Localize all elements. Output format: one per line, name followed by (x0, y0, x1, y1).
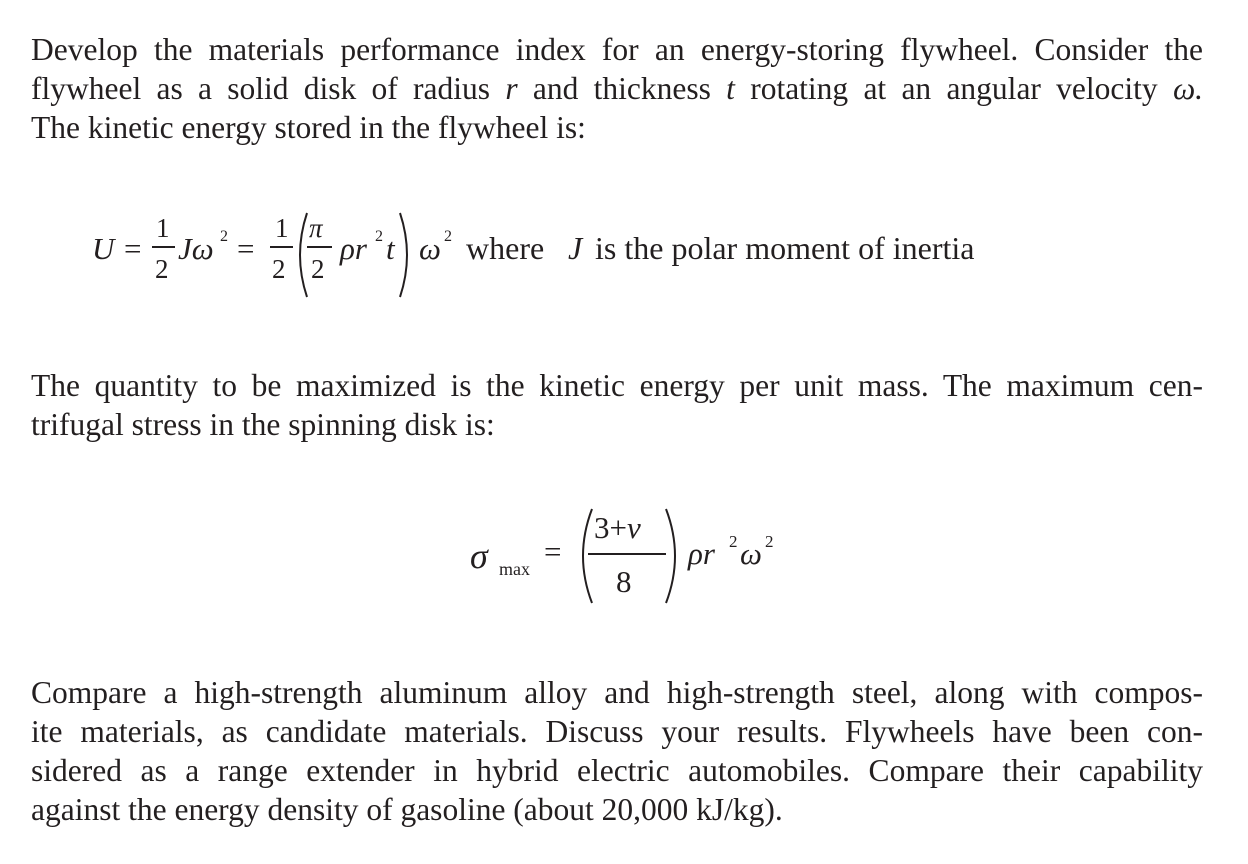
eq1-exponent-b: 2 (375, 228, 383, 245)
eq1-frac-a-bar (152, 246, 175, 248)
eq1-exponent-c: 2 (444, 228, 452, 245)
compare-line-2: ite materials, as candidate materials. Discuss your results. Flywheels have been con- (31, 714, 1203, 749)
eq2-exponent-a: 2 (729, 532, 738, 551)
eq2-equals: = (544, 534, 562, 569)
eq2-omega: ω (740, 536, 762, 571)
eq1-J-symbol: J (568, 230, 583, 266)
eq2-frac-bar (588, 553, 666, 555)
eq1-J-omega: Jω (178, 231, 214, 266)
eq2-denominator: 8 (616, 564, 632, 599)
intro-line-1: Develop the materials performance index for an energy-storing flywheel. Consider the (31, 32, 1203, 67)
eq2-sigma: σ (470, 536, 488, 576)
eq1-rho-r: ρr (340, 231, 367, 266)
intro-line-2-text-c: rotating at an angular velocity (750, 71, 1158, 106)
thickness-symbol: t (726, 71, 735, 106)
eq1-frac-a-numerator: 1 (156, 213, 170, 243)
intro-line-3: The kinetic energy stored in the flywheel is: (31, 110, 586, 145)
eq1-where: where (466, 230, 545, 266)
eq1-description: is the polar moment of inertia (595, 230, 975, 266)
compare-line-4: against the energy density of gasoline (about 20,000 kJ/kg). (31, 792, 783, 827)
eq2-numerator-text: 3+ (594, 510, 627, 545)
eq1-U: U (92, 231, 115, 266)
eq1-right-paren (397, 210, 417, 300)
stress-paragraph (31, 366, 1203, 444)
eq1-frac-a-denominator: 2 (155, 254, 169, 284)
eq2-subscript-max: max (499, 559, 530, 579)
eq2-right-paren (662, 506, 688, 606)
eq1-pi: π (309, 213, 323, 243)
compare-line-1: Compare a high-strength aluminum alloy and high-strength steel, along with compos- (31, 675, 1203, 710)
eq1-equals-2: = (237, 231, 255, 266)
intro-paragraph (31, 30, 1203, 147)
eq1-frac-c-bar (307, 246, 332, 248)
eq1-t: t (386, 231, 395, 266)
intro-line-2-text-b: and thickness (532, 71, 711, 106)
eq1-frac-b-denominator: 2 (272, 254, 286, 284)
eq2-exponent-b: 2 (765, 532, 774, 551)
eq2-nu: ν (626, 510, 641, 545)
eq1-frac-c-denominator: 2 (311, 254, 325, 284)
eq1-exponent-a: 2 (220, 228, 228, 245)
eq1-omega: ω (419, 231, 441, 266)
eq2-rho-r: ρr (688, 536, 715, 571)
intro-line-2 (31, 69, 1203, 108)
eq1-equals-1: = (124, 231, 142, 266)
eq1-left-paren (290, 210, 310, 300)
eq2-numerator (594, 512, 641, 543)
stress-line-1: The quantity to be maximized is the kinetic energy per unit mass. The maximum cen- (31, 368, 1203, 403)
compare-line-3: sidered as a range extender in hybrid electric automobiles. Compare their capability (31, 753, 1203, 788)
radius-symbol: r (505, 71, 518, 106)
eq2-left-paren (570, 506, 596, 606)
angular-velocity-symbol: ω. (1172, 71, 1204, 106)
eq1-frac-b-numerator: 1 (275, 213, 289, 243)
compare-paragraph (31, 673, 1203, 829)
stress-line-2: trifugal stress in the spinning disk is: (31, 407, 495, 442)
intro-line-2-text-a: flywheel as a solid disk of radius (31, 71, 491, 106)
